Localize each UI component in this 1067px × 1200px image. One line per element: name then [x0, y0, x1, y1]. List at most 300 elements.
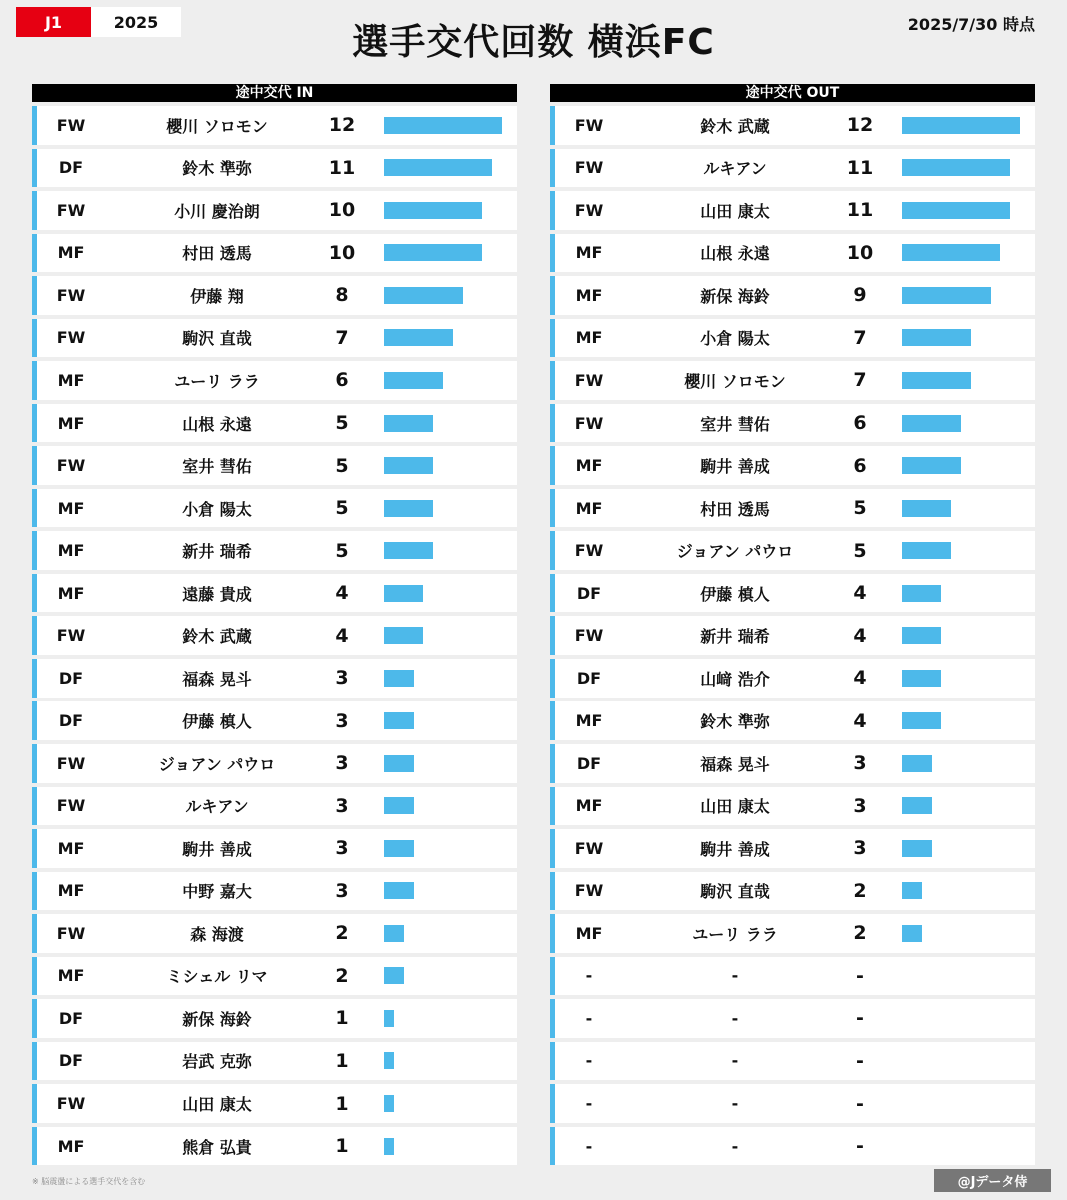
bar-cell	[902, 149, 1032, 188]
table-row	[550, 574, 1035, 613]
player-name: 鈴木 準弥	[700, 712, 770, 732]
count-label: 5	[853, 539, 867, 562]
count-label: 5	[335, 539, 349, 562]
player-name: 室井 彗佑	[700, 414, 770, 434]
position-label: MF	[57, 838, 85, 858]
count-label: 3	[335, 709, 349, 732]
table-row	[32, 361, 517, 400]
player-name: 熊倉 弘貴	[182, 1137, 252, 1157]
bar-cell	[902, 999, 1032, 1038]
bar-cell	[384, 829, 514, 868]
position-label: FW	[56, 1094, 86, 1114]
table-row	[32, 659, 517, 698]
bar-cell	[902, 744, 1032, 783]
table-row	[32, 319, 517, 358]
table-row	[550, 361, 1035, 400]
table-row	[550, 616, 1035, 655]
position-label: FW	[56, 753, 86, 773]
position-label: MF	[575, 796, 603, 816]
table-row	[32, 616, 517, 655]
table-row	[32, 829, 517, 868]
table-row	[32, 1127, 517, 1166]
player-name: 山田 康太	[182, 1095, 252, 1115]
bar	[384, 542, 433, 559]
count-label: 3	[853, 837, 867, 860]
count-label: 5	[853, 497, 867, 520]
bar-cell	[902, 872, 1032, 911]
player-name: 福森 晃斗	[700, 754, 770, 774]
count-label: 9	[853, 284, 867, 307]
table-row	[550, 149, 1035, 188]
position-label: MF	[575, 243, 603, 263]
bar-cell	[384, 1042, 514, 1081]
table-row	[550, 276, 1035, 315]
count-label: 10	[328, 241, 356, 264]
player-name: 駒井 善成	[182, 839, 252, 859]
bar-cell	[902, 489, 1032, 528]
count-label: 4	[853, 709, 867, 732]
count-label: -	[856, 1135, 864, 1158]
player-name: -	[731, 1051, 739, 1071]
bar	[902, 500, 951, 517]
bar	[384, 797, 414, 814]
bar	[384, 712, 414, 729]
bar	[902, 457, 961, 474]
position-label: MF	[57, 541, 85, 561]
player-name: 鈴木 武蔵	[182, 627, 252, 647]
player-name: 伊藤 翔	[190, 286, 244, 306]
position-label: FW	[56, 456, 86, 476]
table-row	[32, 957, 517, 996]
bar	[384, 967, 404, 984]
table-row	[550, 446, 1035, 485]
player-name: 伊藤 槙人	[182, 712, 252, 732]
position-label: FW	[56, 285, 86, 305]
position-label: MF	[57, 881, 85, 901]
bar	[384, 159, 492, 176]
bar	[384, 670, 414, 687]
bar	[384, 244, 482, 261]
player-name: 山根 永遠	[182, 414, 252, 434]
bar	[384, 1138, 394, 1155]
sub-in-header: 途中交代 IN	[32, 84, 517, 102]
player-name: ジョアン パウロ	[676, 542, 794, 562]
player-name: 山田 康太	[700, 797, 770, 817]
bar-cell	[384, 191, 514, 230]
count-label: 12	[328, 114, 356, 137]
table-row	[550, 1084, 1035, 1123]
table-row	[32, 404, 517, 443]
bar	[902, 840, 932, 857]
count-label: 1	[335, 1049, 349, 1072]
player-name: 駒沢 直哉	[182, 329, 252, 349]
sub-out-panel	[550, 84, 1035, 1169]
bar-cell	[384, 106, 514, 145]
position-label: MF	[57, 1136, 85, 1156]
bar	[384, 1052, 394, 1069]
table-row	[32, 787, 517, 826]
count-label: 10	[328, 199, 356, 222]
year-badge: 2025	[91, 7, 181, 37]
count-label: -	[856, 1007, 864, 1030]
position-label: MF	[575, 923, 603, 943]
sub-in-rows	[32, 106, 517, 1165]
player-name: 村田 透馬	[182, 244, 252, 264]
table-row	[32, 744, 517, 783]
table-row	[550, 489, 1035, 528]
player-name: 山根 永遠	[700, 244, 770, 264]
table-row	[32, 1084, 517, 1123]
position-label: FW	[56, 115, 86, 135]
player-name: 新保 海鈴	[182, 1009, 252, 1029]
table-row	[32, 446, 517, 485]
position-label: FW	[574, 541, 604, 561]
bar-cell	[902, 787, 1032, 826]
bar-cell	[384, 234, 514, 273]
bar	[902, 627, 941, 644]
player-name: 福森 晃斗	[182, 669, 252, 689]
count-label: 2	[853, 879, 867, 902]
league-badge: J1	[16, 7, 91, 37]
bar	[384, 117, 502, 134]
table-row	[550, 1127, 1035, 1166]
count-label: 12	[846, 114, 874, 137]
position-label: -	[585, 1094, 593, 1114]
table-row	[32, 489, 517, 528]
position-label: FW	[574, 200, 604, 220]
bar-cell	[384, 616, 514, 655]
count-label: 3	[335, 879, 349, 902]
count-label: 2	[335, 922, 349, 945]
position-label: MF	[57, 966, 85, 986]
bar	[384, 1010, 394, 1027]
bar-cell	[384, 531, 514, 570]
count-label: 3	[853, 752, 867, 775]
position-label: MF	[575, 711, 603, 731]
count-label: 11	[846, 199, 874, 222]
sub-out-header: 途中交代 OUT	[550, 84, 1035, 102]
player-name: 遠藤 貴成	[182, 584, 252, 604]
bar-cell	[902, 234, 1032, 273]
table-row	[32, 149, 517, 188]
table-row	[32, 276, 517, 315]
sub-out-rows	[550, 106, 1035, 1165]
player-name: 鈴木 武蔵	[700, 116, 770, 136]
bar-cell	[902, 914, 1032, 953]
bar-cell	[384, 1127, 514, 1166]
table-row	[32, 1042, 517, 1081]
table-row	[32, 914, 517, 953]
table-row	[550, 701, 1035, 740]
position-label: MF	[57, 413, 85, 433]
position-label: MF	[575, 285, 603, 305]
count-label: 6	[853, 412, 867, 435]
table-row	[550, 872, 1035, 911]
player-name: -	[731, 1136, 739, 1156]
table-row	[32, 872, 517, 911]
bar	[384, 415, 433, 432]
bar-cell	[384, 744, 514, 783]
position-label: -	[585, 1136, 593, 1156]
count-label: 4	[853, 582, 867, 605]
player-name: 駒沢 直哉	[700, 882, 770, 902]
player-name: 櫻川 ソロモン	[684, 371, 786, 391]
count-label: 3	[335, 752, 349, 775]
count-label: 4	[853, 624, 867, 647]
position-label: FW	[574, 881, 604, 901]
position-label: -	[585, 966, 593, 986]
bar	[384, 1095, 394, 1112]
count-label: 3	[335, 794, 349, 817]
table-row	[550, 914, 1035, 953]
bar-cell	[902, 829, 1032, 868]
player-name: 駒井 善成	[700, 839, 770, 859]
table-row	[32, 999, 517, 1038]
count-label: 4	[335, 624, 349, 647]
table-row	[550, 191, 1035, 230]
player-name: 駒井 善成	[700, 457, 770, 477]
player-name: 新井 瑞希	[700, 627, 770, 647]
bar-cell	[902, 659, 1032, 698]
player-name: 山﨑 浩介	[700, 669, 770, 689]
position-label: MF	[57, 583, 85, 603]
bar-cell	[384, 319, 514, 358]
position-label: -	[585, 1008, 593, 1028]
position-label: FW	[56, 796, 86, 816]
table-row	[550, 234, 1035, 273]
position-label: FW	[56, 923, 86, 943]
bar-cell	[384, 1084, 514, 1123]
position-label: MF	[57, 243, 85, 263]
player-name: -	[731, 1008, 739, 1028]
bar	[384, 457, 433, 474]
bar	[384, 585, 423, 602]
table-row	[550, 404, 1035, 443]
credit-badge: @Jデータ侍	[934, 1169, 1051, 1192]
count-label: -	[856, 1049, 864, 1072]
count-label: -	[856, 1092, 864, 1115]
bar-cell	[384, 489, 514, 528]
player-name: 新保 海鈴	[700, 286, 770, 306]
player-name: 伊藤 槙人	[700, 584, 770, 604]
count-label: 7	[853, 326, 867, 349]
position-label: DF	[576, 583, 602, 603]
bar	[384, 882, 414, 899]
count-label: 5	[335, 454, 349, 477]
position-label: FW	[574, 413, 604, 433]
bar-cell	[384, 957, 514, 996]
count-label: 10	[846, 241, 874, 264]
player-name: 小倉 陽太	[700, 329, 770, 349]
player-name: 山田 康太	[700, 201, 770, 221]
player-name: ミシェル リマ	[166, 967, 268, 987]
table-row	[550, 106, 1035, 145]
bar	[384, 500, 433, 517]
count-label: 7	[853, 369, 867, 392]
as-of-date: 2025/7/30 時点	[907, 15, 1035, 34]
player-name: ルキアン	[185, 797, 249, 817]
count-label: 3	[853, 794, 867, 817]
position-label: -	[585, 1051, 593, 1071]
table-row	[32, 234, 517, 273]
bar	[384, 202, 482, 219]
bar-cell	[384, 276, 514, 315]
position-label: MF	[57, 498, 85, 518]
position-label: DF	[58, 1008, 84, 1028]
bar-cell	[902, 1084, 1032, 1123]
count-label: 6	[335, 369, 349, 392]
table-row	[32, 574, 517, 613]
bar-cell	[384, 914, 514, 953]
position-label: MF	[575, 328, 603, 348]
position-label: FW	[574, 115, 604, 135]
count-label: 5	[335, 412, 349, 435]
count-label: 8	[335, 284, 349, 307]
position-label: DF	[58, 668, 84, 688]
position-label: FW	[574, 838, 604, 858]
position-label: MF	[575, 456, 603, 476]
table-row	[32, 191, 517, 230]
bar-cell	[902, 1127, 1032, 1166]
position-label: DF	[58, 158, 84, 178]
bar-cell	[902, 574, 1032, 613]
player-name: 室井 彗佑	[182, 457, 252, 477]
bar	[384, 372, 443, 389]
bar-cell	[384, 574, 514, 613]
count-label: 2	[335, 964, 349, 987]
table-row	[32, 106, 517, 145]
bar-cell	[902, 701, 1032, 740]
table-row	[550, 744, 1035, 783]
bar	[902, 542, 951, 559]
footnote: ※ 脳震盪による選手交代を含む	[32, 1177, 146, 1186]
bar-cell	[902, 276, 1032, 315]
table-row	[32, 531, 517, 570]
page-title: 選手交代回数 横浜FC	[352, 22, 715, 63]
bar	[902, 712, 941, 729]
position-label: FW	[56, 626, 86, 646]
table-row	[550, 787, 1035, 826]
bar-cell	[384, 787, 514, 826]
player-name: ルキアン	[703, 159, 767, 179]
count-label: 1	[335, 1007, 349, 1030]
player-name: 岩武 克弥	[182, 1052, 252, 1072]
position-label: FW	[574, 370, 604, 390]
position-label: DF	[58, 1051, 84, 1071]
bar-cell	[902, 446, 1032, 485]
bar-cell	[384, 872, 514, 911]
table-row	[32, 701, 517, 740]
bar-cell	[384, 446, 514, 485]
table-row	[550, 319, 1035, 358]
bar-cell	[384, 659, 514, 698]
position-label: FW	[56, 200, 86, 220]
position-label: DF	[576, 668, 602, 688]
bar	[902, 755, 932, 772]
bar	[902, 670, 941, 687]
player-name: -	[731, 1094, 739, 1114]
player-name: -	[731, 966, 739, 986]
position-label: DF	[576, 753, 602, 773]
bar-cell	[384, 999, 514, 1038]
count-label: -	[856, 964, 864, 987]
player-name: 森 海渡	[190, 924, 244, 944]
player-name: 鈴木 準弥	[182, 159, 252, 179]
bar	[384, 627, 423, 644]
bar	[902, 159, 1010, 176]
count-label: 6	[853, 454, 867, 477]
count-label: 4	[853, 667, 867, 690]
count-label: 3	[335, 667, 349, 690]
player-name: 櫻川 ソロモン	[166, 116, 268, 136]
table-row	[550, 1042, 1035, 1081]
player-name: 小倉 陽太	[182, 499, 252, 519]
bar-cell	[384, 404, 514, 443]
count-label: 7	[335, 326, 349, 349]
player-name: ユーリ ララ	[692, 924, 778, 944]
player-name: 小川 慶治朗	[174, 201, 260, 221]
bar	[902, 415, 961, 432]
player-name: ジョアン パウロ	[158, 754, 276, 774]
player-name: 新井 瑞希	[182, 542, 252, 562]
bar-cell	[902, 616, 1032, 655]
player-name: 中野 嘉大	[182, 882, 252, 902]
bar	[384, 329, 453, 346]
position-label: FW	[574, 626, 604, 646]
bar	[384, 925, 404, 942]
bar-cell	[902, 531, 1032, 570]
bar	[384, 755, 414, 772]
sub-in-panel	[32, 84, 517, 1169]
bar	[902, 117, 1020, 134]
bar	[902, 372, 971, 389]
table-row	[550, 957, 1035, 996]
table-row	[550, 999, 1035, 1038]
bar	[902, 797, 932, 814]
bar-cell	[902, 1042, 1032, 1081]
player-name: ユーリ ララ	[174, 371, 260, 391]
bar	[902, 585, 941, 602]
count-label: 3	[335, 837, 349, 860]
bar-cell	[902, 106, 1032, 145]
table-row	[550, 531, 1035, 570]
bar-cell	[902, 319, 1032, 358]
bar	[384, 287, 463, 304]
position-label: MF	[575, 498, 603, 518]
count-label: 4	[335, 582, 349, 605]
player-name: 村田 透馬	[700, 499, 770, 519]
bar	[902, 287, 991, 304]
position-label: FW	[56, 328, 86, 348]
table-row	[550, 659, 1035, 698]
bar-cell	[902, 957, 1032, 996]
count-label: 1	[335, 1092, 349, 1115]
count-label: 1	[335, 1135, 349, 1158]
bar-cell	[902, 191, 1032, 230]
bar	[902, 329, 971, 346]
bar-cell	[384, 361, 514, 400]
bar-cell	[384, 149, 514, 188]
count-label: 11	[328, 156, 356, 179]
count-label: 2	[853, 922, 867, 945]
bar	[902, 882, 922, 899]
count-label: 11	[846, 156, 874, 179]
position-label: FW	[574, 158, 604, 178]
position-label: MF	[57, 370, 85, 390]
bar-cell	[902, 404, 1032, 443]
count-label: 5	[335, 497, 349, 520]
bar-cell	[902, 361, 1032, 400]
